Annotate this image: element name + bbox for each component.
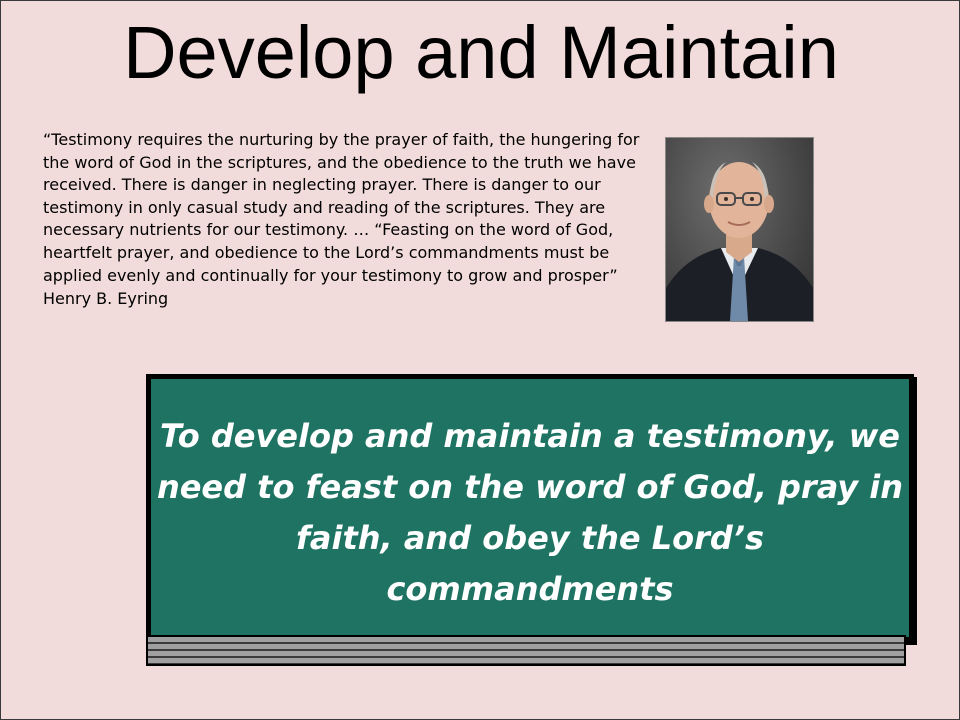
portrait-illustration xyxy=(666,138,813,321)
quote-text: “Testimony requires the nurturing by the prayer of faith, the hungering for the word of God in the scriptures, and the obedience to the truth we have received. There is danger in neglecting prayer. There is danger to our testimony in only casual study and reading of the scriptures. They are necessary nutrients for our testimony. … “Feasting on the word of God, heartfelt prayer, and obedience to the Lord’s commandments must be applied evenly and continually for your testimony to grow and prosper” xyxy=(43,130,640,285)
slide-title: Develop and Maintain xyxy=(123,11,839,94)
portrait-photo xyxy=(665,137,814,322)
quote-attribution: Henry B. Eyring xyxy=(43,289,169,309)
board-shelf xyxy=(146,635,906,666)
summary-board xyxy=(146,374,914,642)
summary-text: To develop and maintain a testimony, we need to feast on the word of God, pray in faith, and obey the Lord’s commandments xyxy=(156,417,904,608)
quote-block xyxy=(43,129,643,311)
